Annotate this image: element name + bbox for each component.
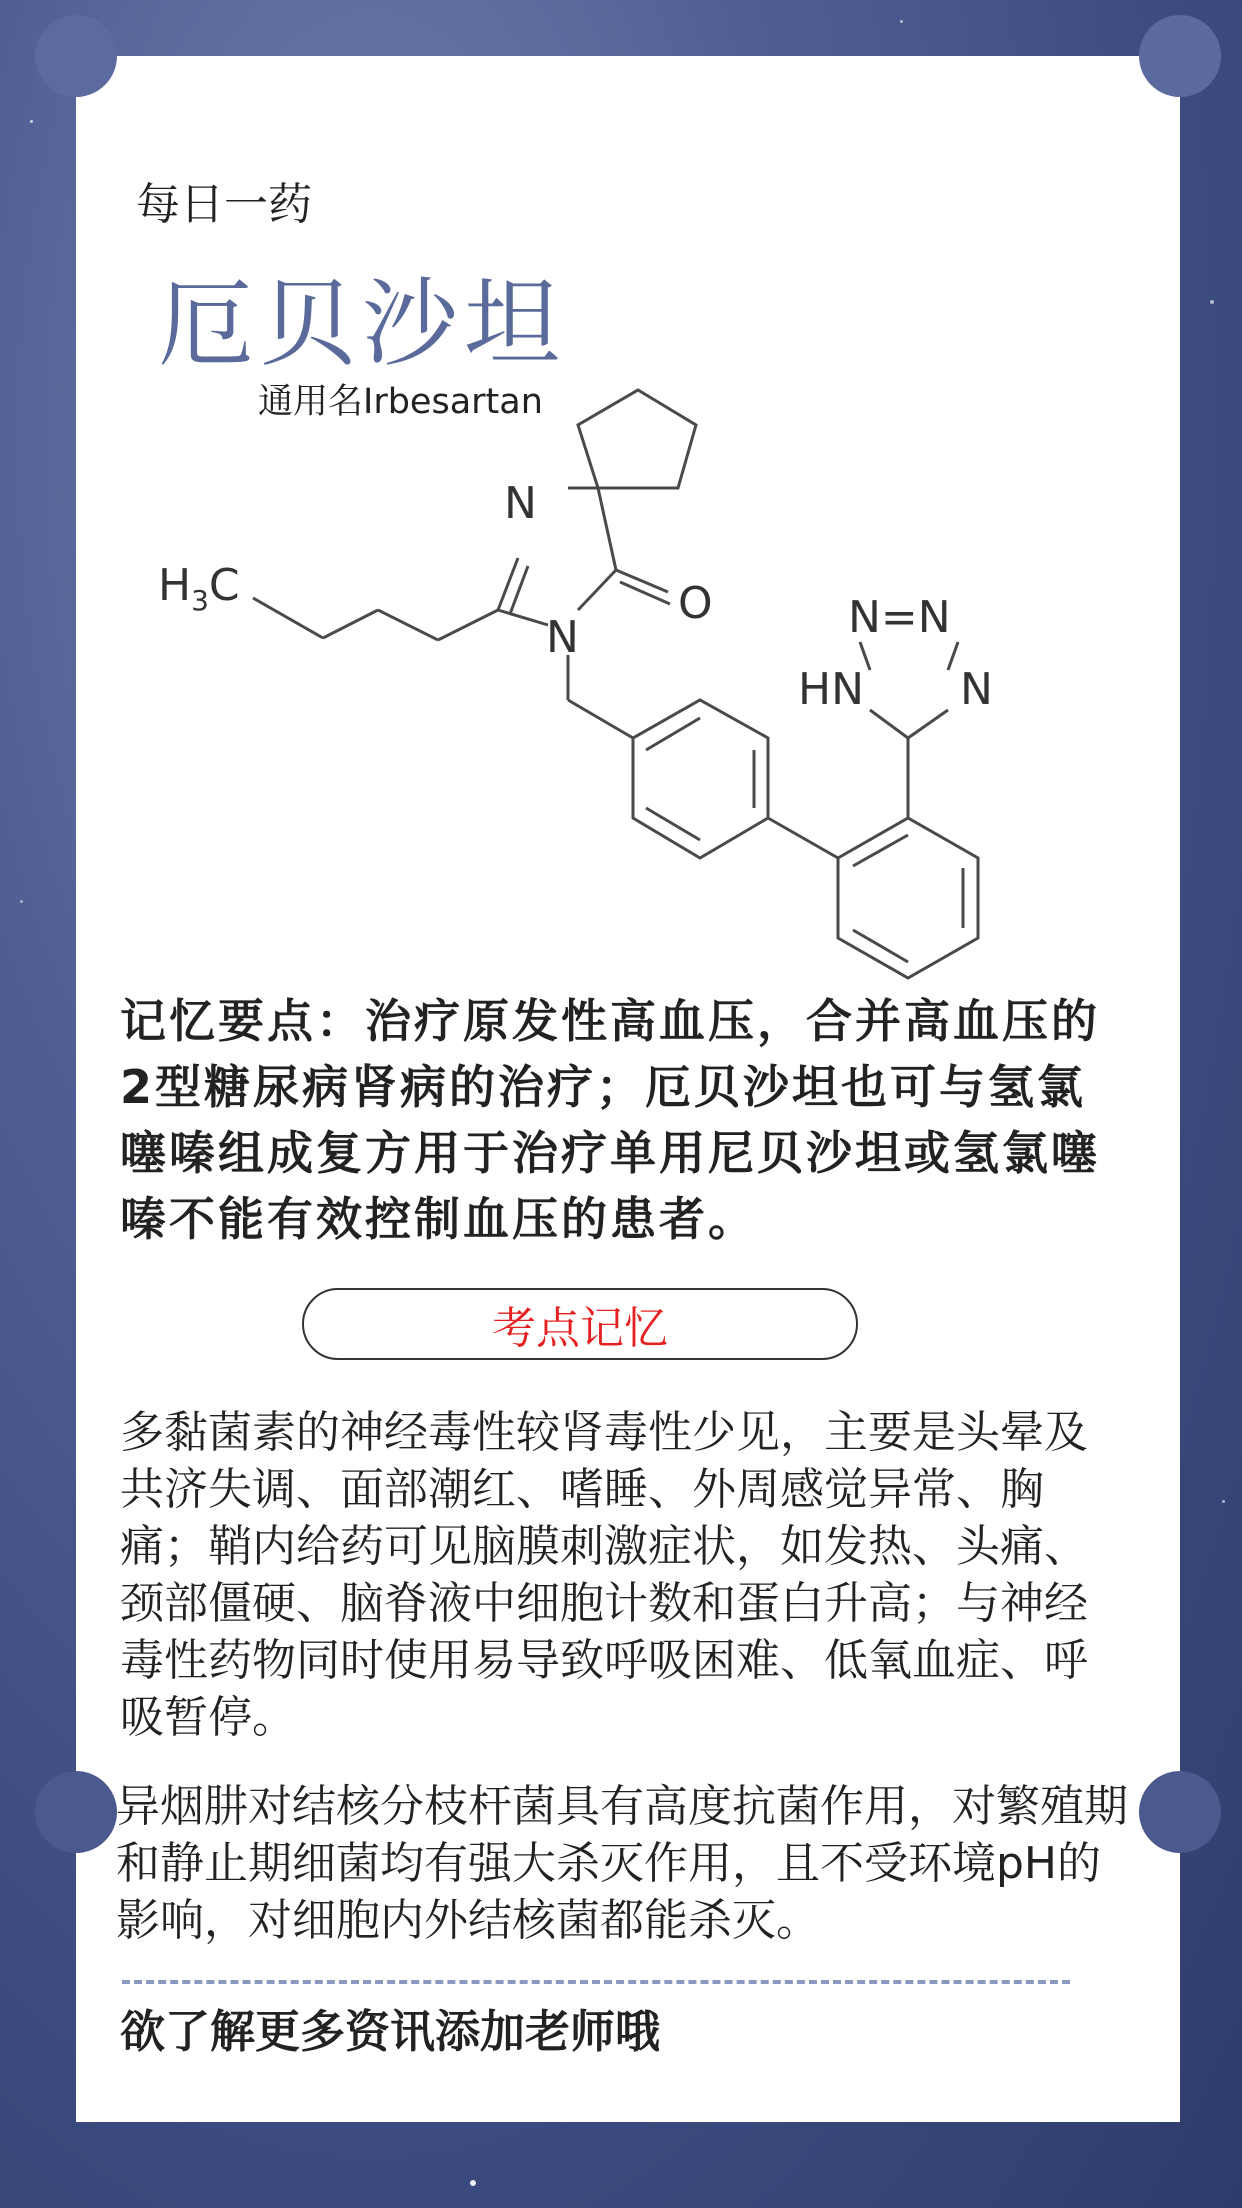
drug-title: 厄贝沙坦 bbox=[158, 268, 566, 380]
bond bbox=[948, 642, 958, 670]
atom-label-n: N bbox=[960, 664, 993, 715]
star bbox=[20, 900, 23, 903]
card-notch bbox=[1139, 1771, 1221, 1853]
bond bbox=[578, 570, 616, 610]
chemical-structure bbox=[148, 370, 1008, 980]
atom-label-n-n: N=N bbox=[848, 592, 951, 643]
bond bbox=[870, 710, 908, 738]
bond bbox=[646, 808, 700, 840]
benzene-ring-1 bbox=[633, 700, 768, 858]
dashed-divider bbox=[122, 1980, 1070, 1984]
bond bbox=[498, 610, 548, 625]
bond bbox=[616, 570, 668, 592]
star bbox=[470, 2180, 476, 2186]
bond bbox=[646, 718, 700, 750]
atom-label-h3c: $H_3C$ bbox=[158, 560, 240, 617]
star bbox=[30, 120, 33, 123]
atom-label-n: N bbox=[546, 612, 579, 663]
bond bbox=[908, 710, 948, 738]
atom-label-o: O bbox=[678, 578, 713, 629]
bond bbox=[853, 930, 908, 962]
bond bbox=[568, 700, 633, 738]
bond bbox=[620, 582, 670, 604]
benzene-ring-2 bbox=[838, 818, 978, 978]
bond bbox=[323, 610, 378, 638]
bond bbox=[598, 488, 616, 570]
atom-label-hn: HN bbox=[798, 664, 864, 715]
memo-key-points: 记忆要点：治疗原发性高血压，合并高血压的2型糖尿病肾病的治疗；厄贝沙坦也可与氢氯噻嗪组成复方用于治疗单用尼贝沙坦或氢氯噻嗪不能有效控制血压的患者。 bbox=[120, 994, 1100, 1246]
paragraph-polymyxin: 多黏菌素的神经毒性较肾毒性少见，主要是头晕及共济失调、面部潮红、嗜睡、外周感觉异常、胸痛；鞘内给药可见脑膜刺激症状，如发热、头痛、颈部僵硬、脑脊液中细胞计数和蛋白升高；与神经毒性药物同时使用易导致呼吸困难、低氧血症、呼吸暂停。 bbox=[120, 1407, 1088, 1743]
star bbox=[1222, 1500, 1225, 1503]
bond bbox=[253, 598, 323, 638]
star bbox=[900, 20, 903, 23]
bond bbox=[768, 818, 838, 858]
card-notch bbox=[35, 1771, 117, 1853]
cyclopentane-ring bbox=[578, 390, 696, 488]
section-pill bbox=[302, 1288, 858, 1360]
star bbox=[1210, 300, 1214, 304]
paragraph-isoniazid: 异烟肼对结核分枝杆菌具有高度抗菌作用，对繁殖期和静止期细菌均有强大杀灭作用，且不受环境pH的影响，对细胞内外结核菌都能杀灭。 bbox=[116, 1781, 1128, 1946]
bond bbox=[853, 835, 908, 866]
card-notch bbox=[35, 15, 117, 97]
kicker-label: 每日一药 bbox=[136, 179, 312, 230]
card-notch bbox=[1139, 15, 1221, 97]
section-label: 考点记忆 bbox=[492, 1303, 668, 1354]
generic-name: 通用名Irbesartan bbox=[258, 382, 543, 422]
atom-label-n: N bbox=[504, 478, 537, 529]
footer-note: 欲了解更多资讯添加老师哦 bbox=[120, 2005, 661, 2058]
bond bbox=[378, 610, 438, 640]
bond bbox=[438, 610, 498, 640]
